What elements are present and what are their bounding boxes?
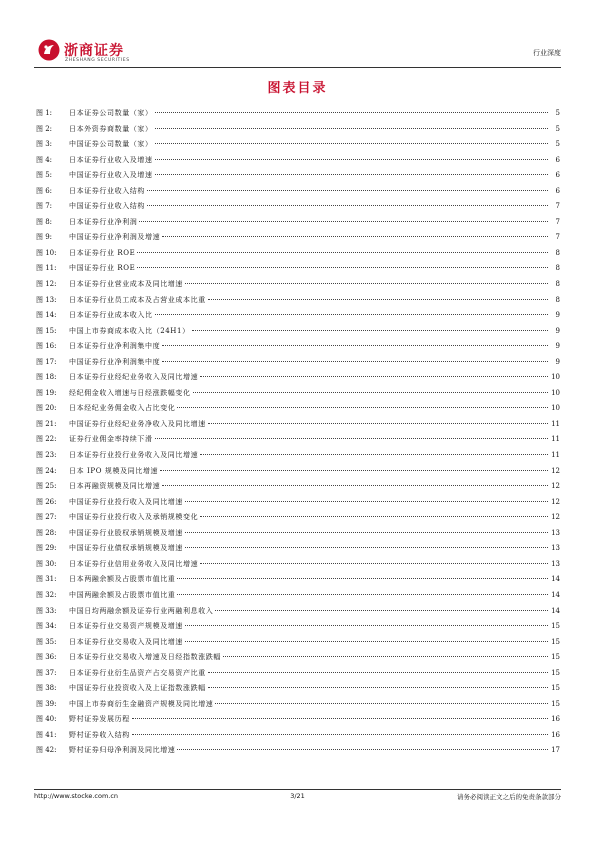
toc-entry[interactable] — [36, 512, 560, 528]
toc-page-number[interactable]: 5 — [555, 109, 560, 117]
toc-page-number[interactable]: 9 — [555, 326, 560, 335]
toc-leader-dots — [132, 718, 548, 719]
toc-entry[interactable] — [36, 419, 560, 435]
toc-page-number[interactable]: 15 — [551, 653, 560, 662]
toc-leader-dots — [192, 330, 548, 331]
toc-figure-title[interactable]: 日本两融余额及占股票市值比重 — [69, 575, 176, 584]
toc-figure-title[interactable]: 经纪佣金收入增速与日经涨跌幅变化 — [69, 388, 191, 397]
toc-figure-title[interactable]: 日本证券行业收入及增速 — [69, 155, 153, 164]
toc-figure-title[interactable]: 日本证券行业成本收入比 — [69, 311, 153, 320]
toc-page-number[interactable]: 10 — [551, 388, 560, 397]
toc-leader-dots — [177, 594, 548, 595]
toc-entry[interactable] — [36, 683, 560, 699]
toc-leader-dots — [162, 361, 548, 362]
toc-page-number[interactable]: 17 — [551, 746, 560, 755]
toc-entry[interactable] — [36, 186, 560, 202]
toc-figure-number: 图 35: — [36, 637, 57, 646]
toc-entry[interactable] — [36, 668, 560, 684]
toc-page-number[interactable]: 6 — [555, 186, 560, 195]
toc-entry[interactable] — [36, 606, 560, 622]
toc-leader-dots — [139, 221, 548, 222]
toc-figure-number: 图 39: — [36, 699, 57, 708]
toc-figure-number: 图 28: — [36, 528, 57, 537]
toc-entry[interactable] — [36, 637, 560, 653]
toc-figure-number: 图 34: — [36, 622, 57, 631]
toc-figure-number: 图 3: — [36, 140, 53, 149]
toc-leader-dots — [215, 610, 548, 611]
toc-figure-title[interactable]: 日本证券行业交易资产规模及增速 — [69, 622, 183, 631]
page-title: 图表目录 — [267, 81, 328, 96]
website-link[interactable]: http://www.stocke.com.cn — [34, 792, 119, 800]
zheshang-logo-icon — [38, 39, 60, 61]
toc-entry[interactable] — [36, 217, 560, 233]
toc-figure-number: 图 1: — [36, 109, 53, 117]
toc-page-number[interactable]: 13 — [551, 544, 560, 553]
toc-figure-number: 图 4: — [36, 155, 53, 164]
toc-figure-number: 图 10: — [36, 248, 57, 257]
toc-page-number[interactable]: 10 — [551, 373, 560, 382]
toc-figure-number: 图 33: — [36, 606, 57, 615]
toc-page-number[interactable]: 14 — [551, 575, 560, 584]
toc-leader-dots — [200, 454, 548, 455]
toc-page-number[interactable]: 5 — [555, 140, 560, 149]
toc-page-number[interactable]: 9 — [555, 357, 560, 366]
toc-entry[interactable] — [36, 403, 560, 419]
toc-entry[interactable] — [36, 108, 560, 124]
toc-page-number[interactable]: 16 — [551, 715, 560, 724]
toc-entry[interactable] — [36, 714, 560, 730]
footer-divider — [34, 789, 561, 790]
toc-leader-dots — [185, 283, 548, 284]
toc-entry[interactable] — [36, 543, 560, 559]
toc-entry[interactable] — [36, 574, 560, 590]
toc-entry[interactable] — [36, 388, 560, 404]
brand-name: 浙商证券 — [64, 43, 124, 59]
toc-figure-number: 图 38: — [36, 684, 57, 693]
page-number: 3/21 — [290, 792, 305, 800]
toc-figure-title[interactable]: 日本再融资规模及同比增速 — [69, 482, 161, 491]
toc-leader-dots — [200, 563, 548, 564]
toc-figure-title[interactable]: 日本证券行业信用业务收入及同比增速 — [69, 559, 199, 568]
toc-leader-dots — [177, 407, 548, 408]
page-header — [34, 34, 561, 68]
toc-leader-dots — [215, 703, 548, 704]
toc-page-number[interactable]: 6 — [555, 155, 560, 164]
toc-leader-dots — [185, 641, 548, 642]
toc-figure-title[interactable]: 中国证券公司数量（家） — [69, 140, 153, 149]
toc-figure-title[interactable]: 日本证券行业员工成本及占营业成本比重 — [69, 295, 206, 304]
toc-figure-number: 图 31: — [36, 575, 57, 584]
toc-figure-title[interactable]: 中国证券行业 ROE — [69, 264, 136, 273]
toc-entry[interactable] — [36, 652, 560, 668]
toc-leader-dots — [162, 485, 548, 486]
toc-page-number[interactable]: 7 — [555, 202, 560, 211]
toc-page-number[interactable]: 5 — [555, 124, 560, 133]
toc-entry[interactable] — [36, 590, 560, 606]
toc-entry[interactable] — [36, 248, 560, 264]
toc-page-number[interactable]: 13 — [551, 559, 560, 568]
toc-leader-dots — [155, 314, 548, 315]
toc-leader-dots — [177, 578, 548, 579]
toc-figure-number: 图 26: — [36, 497, 57, 506]
toc-figure-title[interactable]: 日本证券行业投行业务收入及同比增速 — [69, 451, 199, 460]
toc-leader-dots — [193, 392, 548, 393]
toc-figure-number: 图 2: — [36, 124, 53, 133]
toc-figure-number: 图 32: — [36, 590, 57, 599]
table-of-figures — [36, 108, 560, 761]
toc-entry[interactable] — [36, 310, 560, 326]
toc-page-number[interactable]: 15 — [551, 668, 560, 677]
toc-page-number[interactable]: 8 — [555, 264, 560, 273]
toc-figure-number: 图 18: — [36, 373, 57, 382]
toc-figure-number: 图 14: — [36, 311, 57, 320]
toc-figure-title[interactable]: 中国日均两融余额及证券行业两融利息收入 — [69, 606, 214, 615]
toc-figure-title[interactable]: 野村证券归母净利润及同比增速 — [69, 746, 176, 755]
toc-figure-number: 图 23: — [36, 451, 57, 460]
toc-figure-title[interactable]: 日本经纪业务佣金收入占比变化 — [69, 404, 176, 413]
toc-page-number[interactable]: 14 — [551, 590, 560, 599]
toc-leader-dots — [132, 734, 548, 735]
toc-page-number[interactable]: 12 — [551, 482, 560, 491]
toc-figure-title[interactable]: 野村证券发展历程 — [69, 715, 130, 724]
toc-figure-title[interactable]: 日本证券行业净利润集中度 — [69, 342, 161, 351]
toc-figure-title[interactable]: 日本证券行业 ROE — [69, 248, 136, 257]
toc-leader-dots — [177, 749, 548, 750]
toc-figure-number: 图 36: — [36, 653, 57, 662]
toc-figure-number: 图 40: — [36, 715, 57, 724]
toc-leader-dots — [185, 532, 548, 533]
toc-figure-number: 图 30: — [36, 559, 57, 568]
toc-page-number[interactable]: 11 — [551, 435, 560, 444]
toc-entry[interactable] — [36, 745, 560, 761]
toc-figure-number: 图 21: — [36, 419, 57, 428]
toc-page-number[interactable]: 7 — [555, 233, 560, 242]
toc-leader-dots — [155, 112, 548, 113]
toc-entry[interactable] — [36, 730, 560, 746]
toc-figure-number: 图 9: — [36, 233, 53, 242]
toc-figure-title[interactable]: 中国证券行业股权承销规模及增速 — [69, 528, 183, 537]
toc-figure-number: 图 12: — [36, 280, 57, 289]
toc-figure-number: 图 5: — [36, 171, 53, 180]
toc-figure-number: 图 15: — [36, 326, 57, 335]
toc-leader-dots — [147, 190, 548, 191]
toc-leader-dots — [137, 267, 548, 268]
toc-figure-title[interactable]: 中国证券行业债权承销规模及增速 — [69, 544, 183, 553]
toc-page-number[interactable]: 6 — [555, 171, 560, 180]
toc-entry[interactable] — [36, 699, 560, 715]
toc-figure-title[interactable]: 中国证券行业投行收入及承销规模变化 — [69, 513, 199, 522]
toc-page-number[interactable]: 11 — [551, 419, 560, 428]
toc-page-number[interactable]: 14 — [551, 606, 560, 615]
toc-figure-title[interactable]: 中国证券行业收入及增速 — [69, 171, 153, 180]
disclaimer-note: 请务必阅读正文之后的免责条款部分 — [457, 793, 561, 801]
toc-figure-title[interactable]: 日本证券行业净利润 — [69, 217, 138, 226]
toc-entry[interactable] — [36, 559, 560, 575]
toc-page-number[interactable]: 10 — [551, 404, 560, 413]
toc-figure-title[interactable]: 日本证券公司数量（家） — [69, 109, 153, 117]
toc-figure-title[interactable]: 日本外资券商数量（家） — [69, 124, 153, 133]
toc-figure-number: 图 13: — [36, 295, 57, 304]
toc-page-number[interactable]: 15 — [551, 684, 560, 693]
toc-leader-dots — [185, 547, 548, 548]
header-divider — [34, 67, 561, 68]
toc-entry[interactable] — [36, 295, 560, 311]
toc-entry[interactable] — [36, 357, 560, 373]
page-footer — [34, 792, 561, 804]
toc-figure-title[interactable]: 中国证券行业净利润集中度 — [69, 357, 161, 366]
toc-page-number[interactable]: 12 — [551, 513, 560, 522]
toc-entry[interactable] — [36, 450, 560, 466]
toc-entry[interactable] — [36, 139, 560, 155]
toc-figure-title[interactable]: 日本证券行业营业成本及同比增速 — [69, 280, 183, 289]
brand-name-en: ZHESHANG SECURITIES — [65, 58, 130, 63]
toc-leader-dots — [185, 625, 548, 626]
toc-entry[interactable] — [36, 466, 560, 482]
toc-figure-title[interactable]: 中国证券行业投资收入及上证指数涨跌幅 — [69, 684, 206, 693]
toc-figure-number: 图 11: — [36, 264, 57, 273]
toc-entry[interactable] — [36, 341, 560, 357]
toc-figure-number: 图 25: — [36, 482, 57, 491]
toc-leader-dots — [185, 501, 548, 502]
toc-entry[interactable] — [36, 170, 560, 186]
toc-page-number[interactable]: 15 — [551, 622, 560, 631]
toc-leader-dots — [137, 252, 548, 253]
toc-leader-dots — [208, 423, 548, 424]
toc-figure-number: 图 6: — [36, 186, 53, 195]
toc-page-number[interactable]: 15 — [551, 699, 560, 708]
toc-leader-dots — [162, 236, 548, 237]
toc-entry[interactable] — [36, 621, 560, 637]
toc-entry[interactable] — [36, 481, 560, 497]
toc-leader-dots — [155, 438, 548, 439]
toc-entry[interactable] — [36, 155, 560, 171]
toc-entry[interactable] — [36, 124, 560, 140]
toc-page-number[interactable]: 8 — [555, 280, 560, 289]
report-type-label: 行业深度 — [533, 49, 561, 57]
toc-page-number[interactable]: 9 — [555, 311, 560, 320]
toc-page-number[interactable]: 12 — [551, 466, 560, 475]
toc-leader-dots — [162, 345, 548, 346]
toc-figure-number: 图 20: — [36, 404, 57, 413]
toc-entry[interactable] — [36, 201, 560, 217]
toc-page-number[interactable]: 13 — [551, 528, 560, 537]
toc-figure-title[interactable]: 野村证券收入结构 — [69, 730, 130, 739]
toc-figure-title[interactable]: 日本证券行业交易收入增速及日经指数涨跌幅 — [69, 653, 221, 662]
toc-figure-number: 图 17: — [36, 357, 57, 366]
toc-page-number[interactable]: 7 — [555, 217, 560, 226]
toc-figure-number: 图 22: — [36, 435, 57, 444]
toc-figure-title[interactable]: 中国证券行业投行收入及同比增速 — [69, 497, 183, 506]
toc-figure-title[interactable]: 日本证券行业交易收入及同比增速 — [69, 637, 183, 646]
toc-figure-number: 图 16: — [36, 342, 57, 351]
toc-leader-dots — [160, 470, 548, 471]
toc-leader-dots — [155, 128, 548, 129]
toc-leader-dots — [223, 656, 548, 657]
toc-entry[interactable] — [36, 497, 560, 513]
toc-page-number[interactable]: 12 — [551, 497, 560, 506]
toc-figure-title[interactable]: 日本证券行业衍生品资产占交易资产比重 — [69, 668, 206, 677]
toc-figure-number: 图 27: — [36, 513, 57, 522]
toc-figure-title[interactable]: 中国证券行业收入结构 — [69, 202, 145, 211]
toc-figure-number: 图 42: — [36, 746, 57, 755]
toc-leader-dots — [200, 516, 548, 517]
toc-entry[interactable] — [36, 232, 560, 248]
toc-leader-dots — [155, 174, 548, 175]
toc-figure-title[interactable]: 中国两融余额及占股票市值比重 — [69, 590, 176, 599]
toc-figure-title[interactable]: 日本证券行业收入结构 — [69, 186, 145, 195]
toc-leader-dots — [208, 672, 548, 673]
toc-page-number[interactable]: 8 — [555, 295, 560, 304]
toc-figure-number: 图 8: — [36, 217, 53, 226]
toc-leader-dots — [155, 159, 548, 160]
toc-figure-title[interactable]: 日本证券行业经纪业务收入及同比增速 — [69, 373, 199, 382]
toc-leader-dots — [208, 299, 548, 300]
toc-figure-number: 图 24: — [36, 466, 57, 475]
toc-figure-number: 图 37: — [36, 668, 57, 677]
toc-page-number[interactable]: 9 — [555, 342, 560, 351]
toc-figure-title[interactable]: 证券行业佣金率持续下滑 — [69, 435, 153, 444]
toc-leader-dots — [208, 687, 548, 688]
toc-figure-title[interactable]: 中国证券行业净利润及增速 — [69, 233, 161, 242]
toc-figure-title[interactable]: 中国上市券商衍生金融资产规模及同比增速 — [69, 699, 214, 708]
toc-entry[interactable] — [36, 434, 560, 450]
toc-figure-number: 图 29: — [36, 544, 57, 553]
toc-figure-number: 图 41: — [36, 730, 57, 739]
toc-entry[interactable] — [36, 263, 560, 279]
toc-page-number[interactable]: 8 — [555, 248, 560, 257]
toc-entry[interactable] — [36, 528, 560, 544]
toc-page-number[interactable]: 15 — [551, 637, 560, 646]
toc-leader-dots — [200, 376, 548, 377]
toc-leader-dots — [155, 143, 548, 144]
toc-entry[interactable] — [36, 372, 560, 388]
toc-figure-title[interactable]: 中国证券行业经纪业务净收入及同比增速 — [69, 419, 206, 428]
toc-entry[interactable] — [36, 279, 560, 295]
toc-leader-dots — [147, 205, 548, 206]
toc-figure-title[interactable]: 中国上市券商成本收入比（24H1） — [69, 326, 190, 335]
toc-figure-number: 图 19: — [36, 388, 57, 397]
toc-figure-title[interactable]: 日本 IPO 规模及同比增速 — [69, 466, 159, 475]
toc-figure-number: 图 7: — [36, 202, 53, 211]
toc-page-number[interactable]: 11 — [551, 451, 560, 460]
toc-page-number[interactable]: 16 — [551, 730, 560, 739]
toc-entry[interactable] — [36, 326, 560, 342]
